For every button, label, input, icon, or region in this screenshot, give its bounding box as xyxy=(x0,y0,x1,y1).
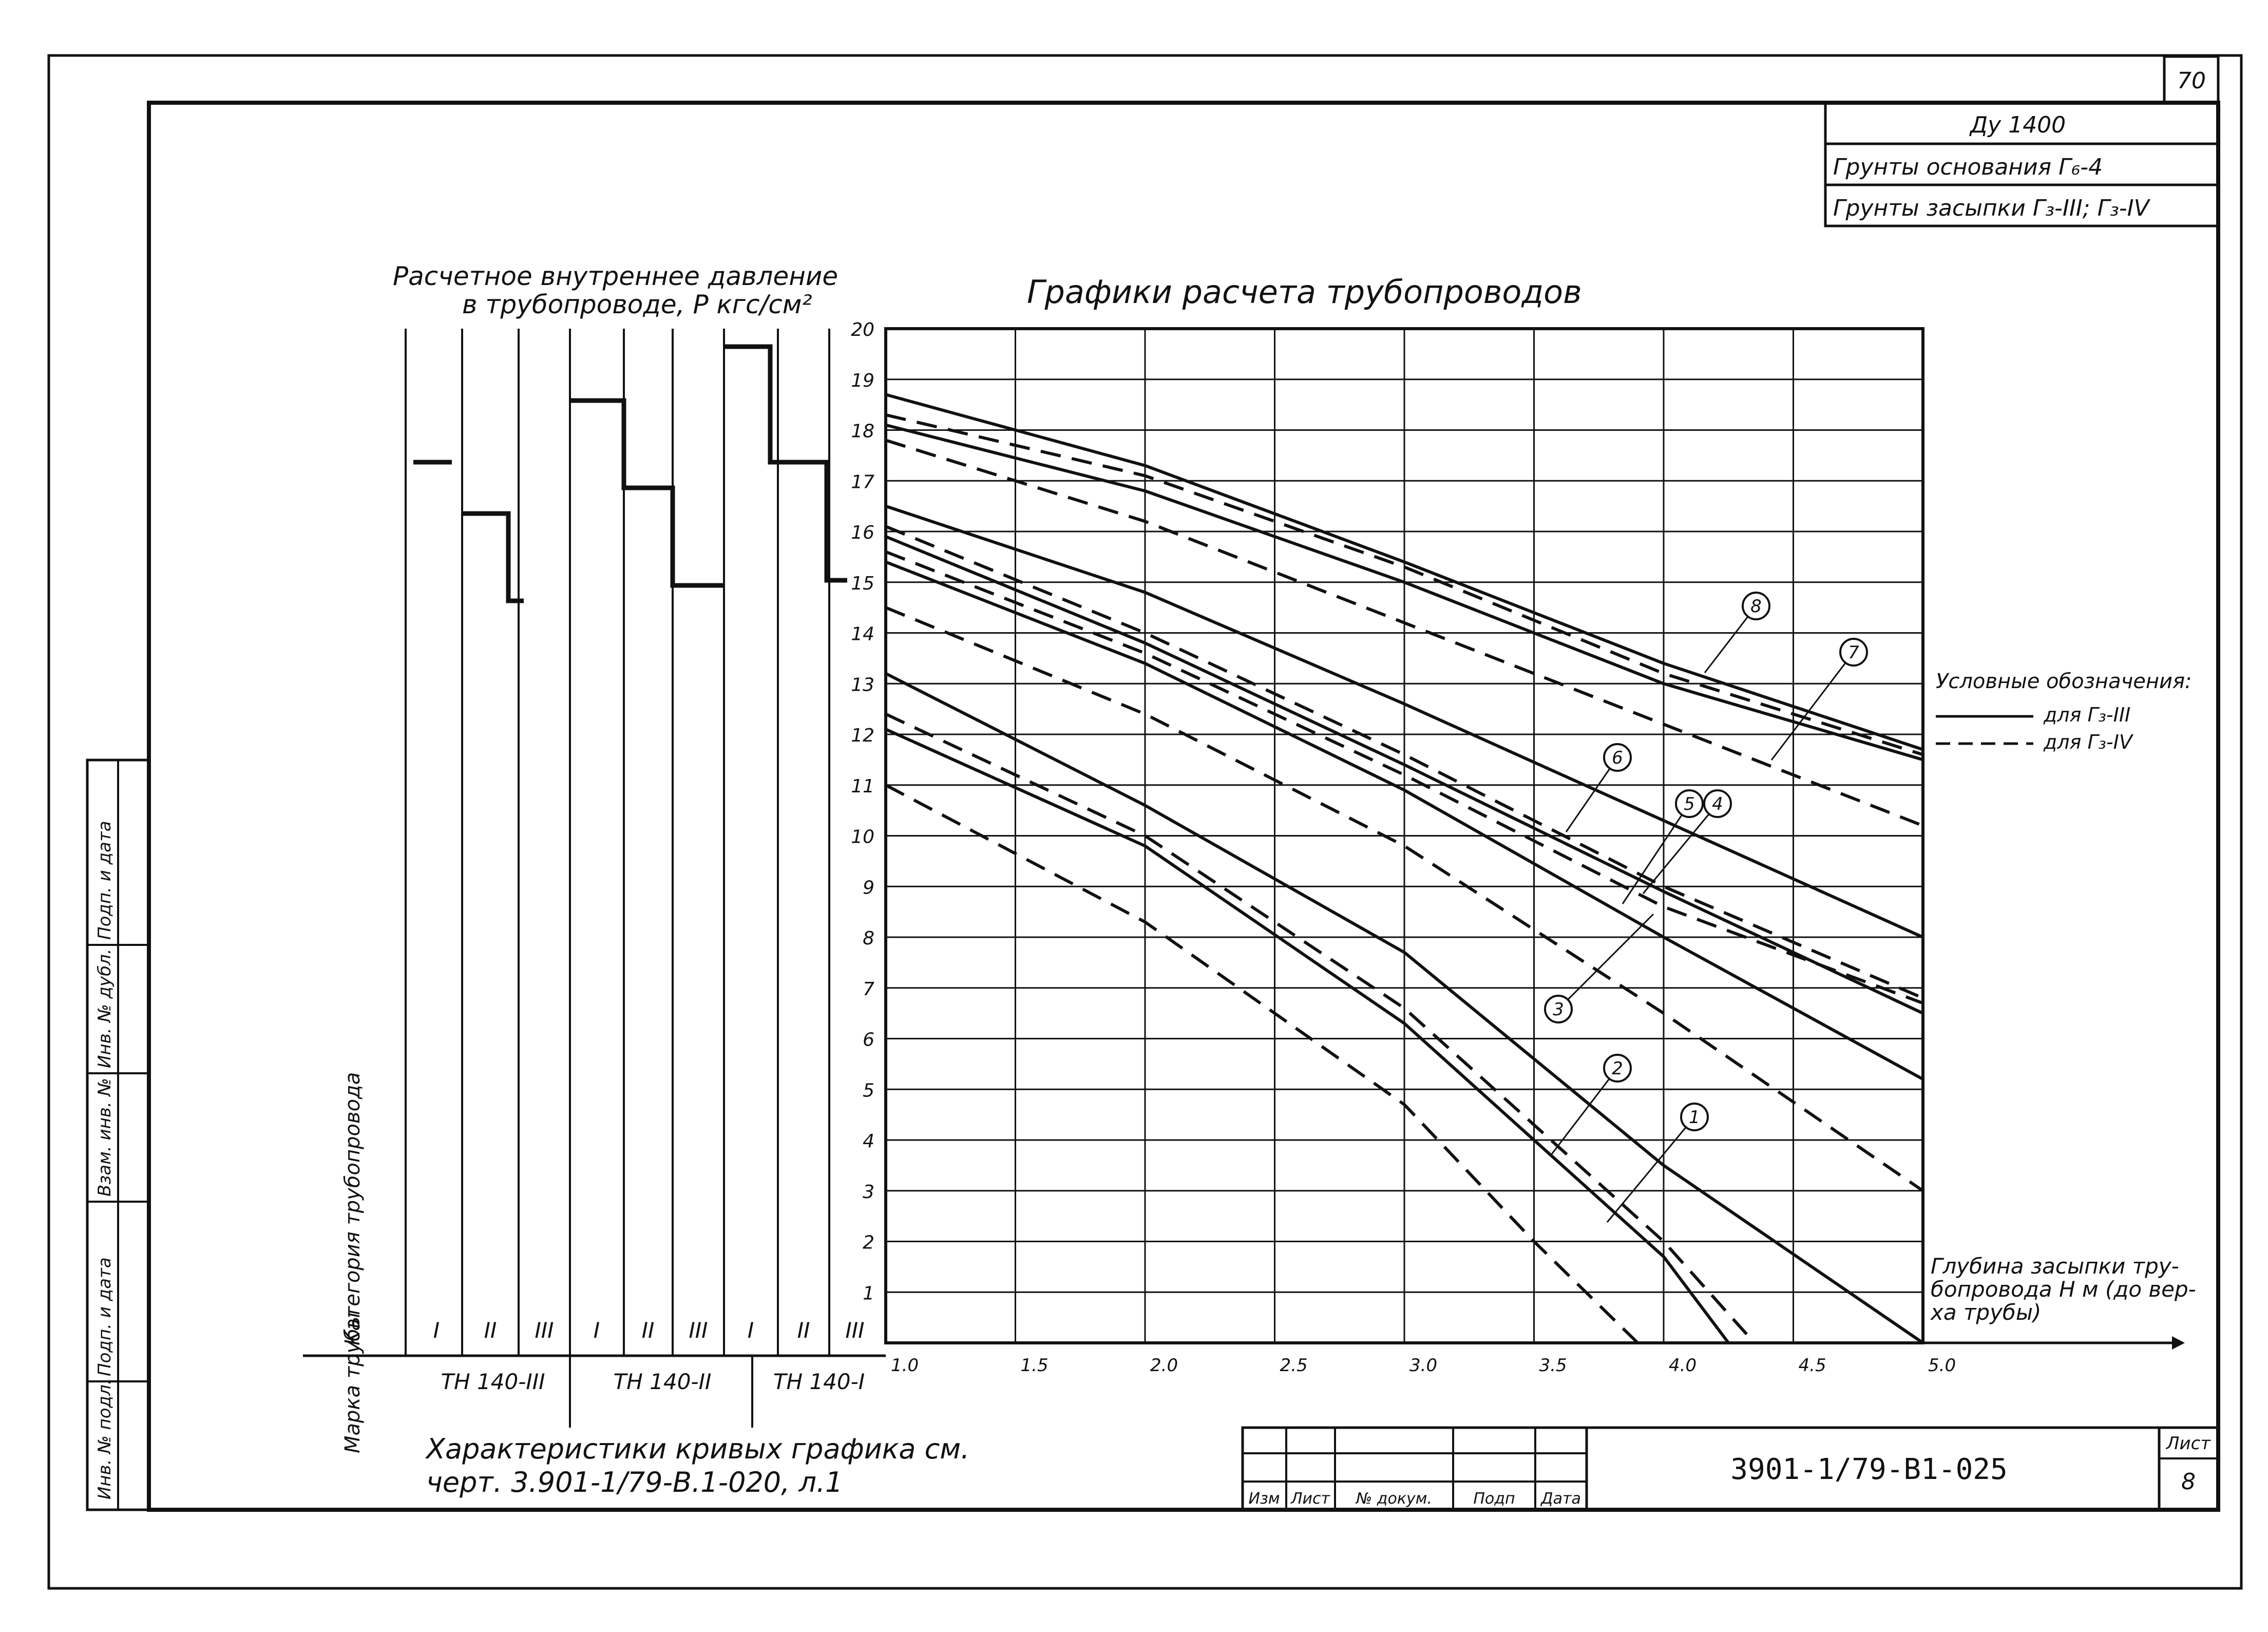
legend-dashed-label: для Г₃-IV xyxy=(2044,731,2132,753)
y-tick-label: 2 xyxy=(863,1232,874,1254)
x-tick-label: 5.0 xyxy=(1928,1355,1956,1376)
curve-label-7: 7 xyxy=(1848,642,1859,663)
tb-header-1: Лист xyxy=(1290,1490,1330,1508)
y-tick-label: 3 xyxy=(863,1181,874,1203)
curve-label-8: 8 xyxy=(1750,596,1762,617)
y-tick-labels xyxy=(851,319,874,1304)
x-axis-arrowhead xyxy=(2172,1336,2185,1350)
x-tick-label: 3.0 xyxy=(1409,1355,1438,1376)
curve-label-5: 5 xyxy=(1684,794,1695,814)
strip-label-0: Инв. № подл. xyxy=(94,1379,115,1500)
nomogram-title-2: в трубопроводе, P кгс/см² xyxy=(462,290,812,319)
y-tick-label: 4 xyxy=(863,1131,874,1152)
x-tick-label: 4.0 xyxy=(1669,1355,1697,1376)
strip-label-3: Инв. № дубл. xyxy=(94,948,115,1068)
y-tick-label: 7 xyxy=(863,978,874,1000)
note-2: черт. 3.901-1/79-В.1-020, л.1 xyxy=(426,1466,843,1498)
y-tick-label: 19 xyxy=(851,370,874,391)
brand-0: ТН 140-III xyxy=(441,1369,545,1394)
strip-label-1: Подп. и дата xyxy=(94,1257,115,1376)
tb-header-3: Подп xyxy=(1473,1490,1515,1508)
note: Характеристики кривых графика см. xyxy=(426,1433,970,1465)
series-line-13 xyxy=(886,785,1638,1343)
brand-label: Марка трубы xyxy=(341,1312,365,1453)
legend xyxy=(1936,670,2192,753)
category-7: II xyxy=(797,1318,810,1343)
stamp-du: Ду 1400 xyxy=(1970,112,2066,138)
strip-label-2: Взам. инв. № xyxy=(94,1078,115,1197)
category-4: II xyxy=(641,1318,655,1343)
y-tick-label: 5 xyxy=(863,1080,874,1102)
y-tick-label: 6 xyxy=(863,1029,874,1051)
legend-solid-label: для Г₃-III xyxy=(2044,704,2131,726)
x-axis-title-2: бопровода H м (до вер- xyxy=(1931,1277,2196,1302)
y-tick-label: 13 xyxy=(851,674,874,696)
y-tick-label: 12 xyxy=(851,725,874,746)
sheet-label: Лист xyxy=(2166,1433,2211,1454)
y-tick-label: 17 xyxy=(851,471,874,493)
x-tick-label: 1.0 xyxy=(891,1355,919,1376)
category-0: I xyxy=(433,1318,440,1343)
y-tick-label: 10 xyxy=(851,826,874,848)
y-tick-label: 15 xyxy=(851,573,874,594)
nomogram-title-1: Расчетное внутреннее давление xyxy=(393,261,838,291)
category-2: III xyxy=(535,1318,554,1343)
x-axis-title-3: ха трубы) xyxy=(1931,1300,2042,1325)
y-tick-label: 18 xyxy=(851,421,874,442)
tb-header-2: № докум. xyxy=(1356,1490,1432,1508)
curve-leader-7 xyxy=(1771,652,1854,760)
curve-label-3: 3 xyxy=(1553,999,1564,1020)
category-6: I xyxy=(747,1318,754,1343)
curve-label-1: 1 xyxy=(1689,1107,1700,1128)
y-tick-label: 8 xyxy=(863,928,874,949)
left-strip xyxy=(87,760,149,1510)
category-1: II xyxy=(484,1318,497,1343)
y-tick-label: 1 xyxy=(863,1283,874,1304)
brand-1: ТН 140-II xyxy=(613,1369,712,1394)
stamp-block xyxy=(1825,103,2218,226)
x-tick-label: 1.5 xyxy=(1020,1355,1049,1376)
y-tick-label: 16 xyxy=(851,522,874,543)
category-8: III xyxy=(845,1318,865,1343)
pressure-nomogram xyxy=(303,261,886,1453)
x-tick-label: 4.5 xyxy=(1798,1355,1826,1376)
pipeline-chart xyxy=(851,273,2196,1376)
x-tick-label: 2.5 xyxy=(1280,1355,1308,1376)
y-tick-label: 20 xyxy=(851,319,874,340)
legend-title: Условные обозначения: xyxy=(1936,670,2192,693)
doc-code: 3901-1/79-В1-025 xyxy=(1730,1453,2008,1486)
y-tick-label: 14 xyxy=(851,623,874,645)
stamp-ground-base: Грунты основания Г₆-4 xyxy=(1833,154,2103,180)
tb-header-0: Изм xyxy=(1248,1490,1280,1508)
curve-label-2: 2 xyxy=(1612,1058,1623,1079)
x-tick-labels xyxy=(891,1355,1956,1376)
inner-frame xyxy=(149,103,2218,1510)
strip-label-4: Подп. и дата xyxy=(94,821,115,940)
x-tick-label: 3.5 xyxy=(1539,1355,1567,1376)
curve-leader-3 xyxy=(1558,914,1653,1009)
curve-leader-1 xyxy=(1607,1117,1694,1222)
page-number: 70 xyxy=(2177,68,2206,94)
curve-label-4: 4 xyxy=(1712,794,1723,814)
x-tick-label: 2.0 xyxy=(1150,1355,1178,1376)
y-tick-label: 11 xyxy=(851,775,874,797)
stamp-ground-fill: Грунты засыпки Г₃-III; Г₃-IV xyxy=(1833,195,2149,221)
y-tick-label: 9 xyxy=(863,877,874,899)
tb-header-4: Дата xyxy=(1541,1490,1581,1508)
chart-grid xyxy=(886,329,1923,1343)
brand-2: ТН 140-I xyxy=(773,1369,865,1394)
category-5: III xyxy=(689,1318,708,1343)
x-axis-title-1: Глубина засыпки тру- xyxy=(1931,1254,2179,1279)
curve-label-6: 6 xyxy=(1612,748,1623,768)
title-block xyxy=(1243,1428,2218,1510)
category-3: I xyxy=(593,1318,600,1343)
category-label: Категория трубопровода xyxy=(341,1072,365,1345)
sheet-no: 8 xyxy=(2181,1469,2196,1495)
chart-title: Графики расчета трубопроводов xyxy=(1027,273,1582,311)
